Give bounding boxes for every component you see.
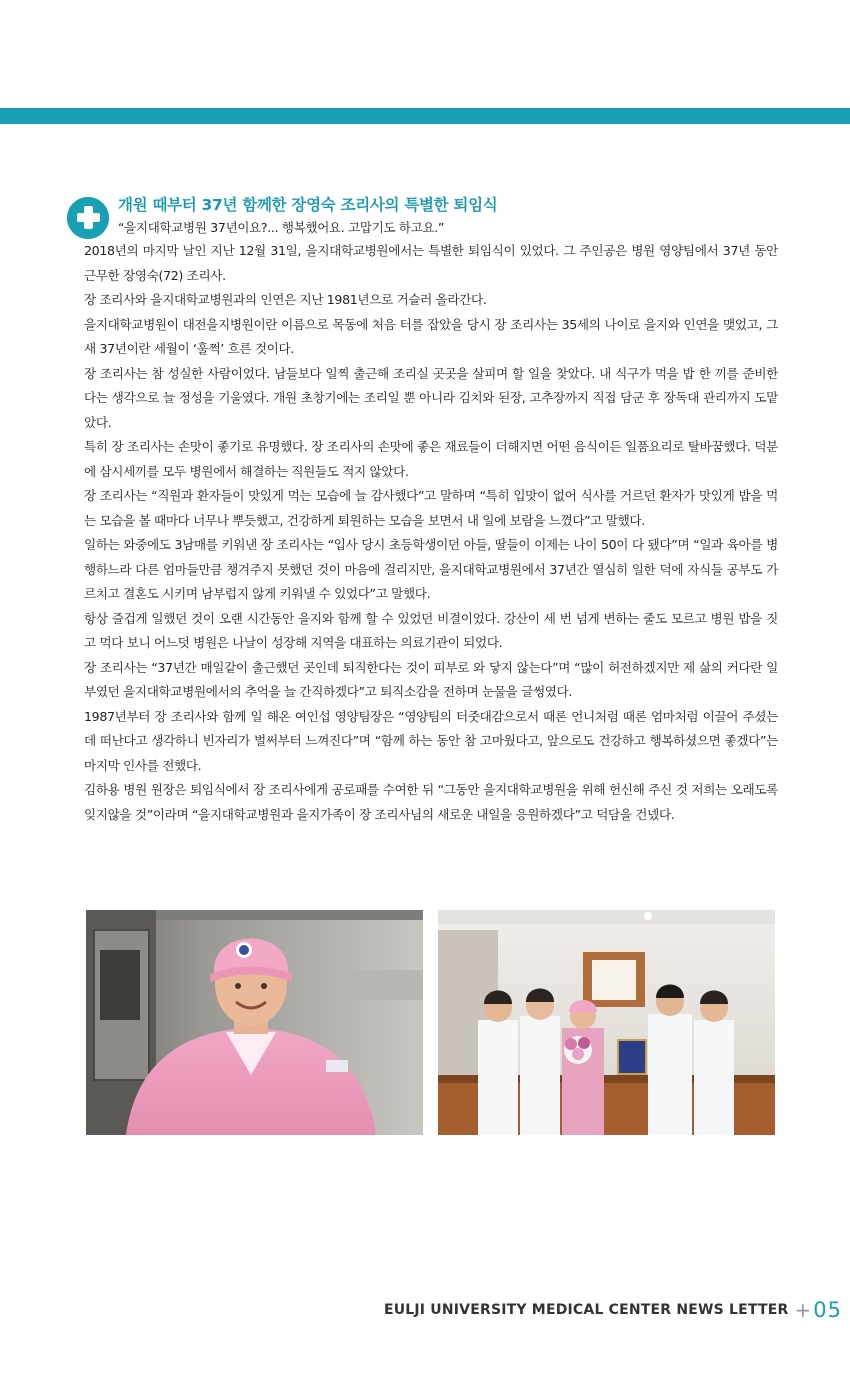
article-paragraph: 을지대학교병원이 대전을지병원이란 이름으로 목동에 처음 터를 잡았을 당시 장 조리사는 35세의 나이로 을지와 인연을 맺었고, 그새 37년이란 세월이 ‘훌쩍’ 흐른 것이다.	[84, 316, 778, 356]
article-paragraph: 장 조리사는 참 성실한 사람이었다. 남들보다 일찍 출근해 조리실 곳곳을 살피며 할 일을 찾았다. 내 식구가 먹을 밥 한 끼를 준비한다는 생각으로 늘 정성을 기울였다. 개원 초창기에는 조리일 뿐 아니라 김치와 된장, 고추장까지 직접 담군 후 장독대 관리까지 도맡았다.	[84, 365, 778, 430]
newsletter-name: EULJI UNIVERSITY MEDICAL CENTER NEWS LETTER	[383, 1302, 789, 1318]
photo-cook-portrait	[86, 910, 423, 1135]
article-paragraph: 김하용 병원 원장은 퇴임식에서 장 조리사에게 공로패를 수여한 뒤 “그동안 을지대학교병원을 위해 헌신해 주신 것 저희는 오래도록 잊지않을 것”이라며 “을지대학교병원과 을지가족이 장 조리사님의 새로운 내일을 응원하겠다”고 덕담을 건넸다.	[84, 782, 778, 822]
footer	[384, 1298, 842, 1322]
plus-icon: +	[794, 1298, 812, 1322]
page-number: 05	[813, 1298, 842, 1322]
article	[84, 194, 778, 827]
article-paragraph: 2018년의 마지막 날인 지난 12월 31일, 을지대학교병원에서는 특별한 퇴임식이 있었다. 그 주인공은 병원 영양팀에서 37년 동안 근무한 장영숙(72) 조리사.	[84, 243, 778, 283]
article-paragraph: 장 조리사는 “직원과 환자들이 맛있게 먹는 모습에 늘 감사했다”고 말하며 “특히 입맛이 없어 식사를 거르던 환자가 맛있게 밥을 먹는 모습을 볼 때마다 너무나 뿌듯했고, 건강하게 퇴원하는 모습을 보면서 내 일에 보람을 느꼈다”고 말했다.	[84, 488, 778, 528]
top-accent-band	[0, 108, 850, 124]
article-paragraph: 항상 즐겁게 일했던 것이 오랜 시간동안 을지와 함께 할 수 있었던 비결이었다. 강산이 세 번 넘게 변하는 줄도 모르고 병원 밥을 짓고 먹다 보니 어느덧 병원은 나날이 성장해 지역을 대표하는 의료기관이 되었다.	[84, 610, 778, 650]
article-paragraph: 1987년부터 장 조리사와 함께 일 해온 여인섭 영양팀장은 “영양팀의 터줏대감으로서 때론 언니처럼 때론 엄마처럼 이끌어 주셨는데 떠난다고 생각하니 빈자리가 벌써부터 느껴진다”며 “함께 하는 동안 참 고마웠다고, 앞으로도 건강하고 행복하셨으면 좋겠다”는 마지막 인사를 전했다.	[84, 708, 778, 773]
article-title: 개원 때부터 37년 함께한 장영숙 조리사의 특별한 퇴임식	[118, 196, 498, 214]
article-paragraph: 특히 장 조리사는 손맛이 좋기로 유명했다. 장 조리사의 손맛에 좋은 재료들이 더해지면 어떤 음식이든 일품요리로 탈바꿈했다. 덕분에 삼시세끼를 모두 병원에서 해결하는 직원들도 적지 않았다.	[84, 439, 778, 479]
photo-row	[86, 910, 776, 1135]
article-paragraph: 일하는 와중에도 3남매를 키워낸 장 조리사는 “입사 당시 초등학생이던 아들, 딸들이 이제는 나이 50이 다 됐다”며 “일과 육아를 병행하느라 다른 엄마들만큼 챙겨주지 못했던 것이 마음에 걸리지만, 을지대학교병원에서 37년간 열심히 일한 덕에 자식들 공부도 가르치고 결혼도 시키며 남부럽지 않게 키워낼 수 있었다”고 말했다.	[84, 537, 778, 601]
article-body	[84, 239, 778, 827]
article-lead-quote: “을지대학교병원 37년이요?... 행복했어요. 고맙기도 하고요.”	[118, 220, 445, 235]
article-paragraph: 장 조리사와 을지대학교병원과의 인연은 지난 1981년으로 거슬러 올라간다.	[84, 292, 487, 307]
photo-retirement-ceremony	[438, 910, 775, 1135]
article-paragraph: 장 조리사는 “37년간 매일같이 출근했던 곳인데 퇴직한다는 것이 피부로 와 닿지 않는다”며 “많이 허전하겠지만 제 삶의 커다란 일부였던 을지대학교병원에서의 추억을 늘 간직하겠다”고 퇴직소감을 전하며 눈물을 글썽였다.	[84, 659, 778, 699]
